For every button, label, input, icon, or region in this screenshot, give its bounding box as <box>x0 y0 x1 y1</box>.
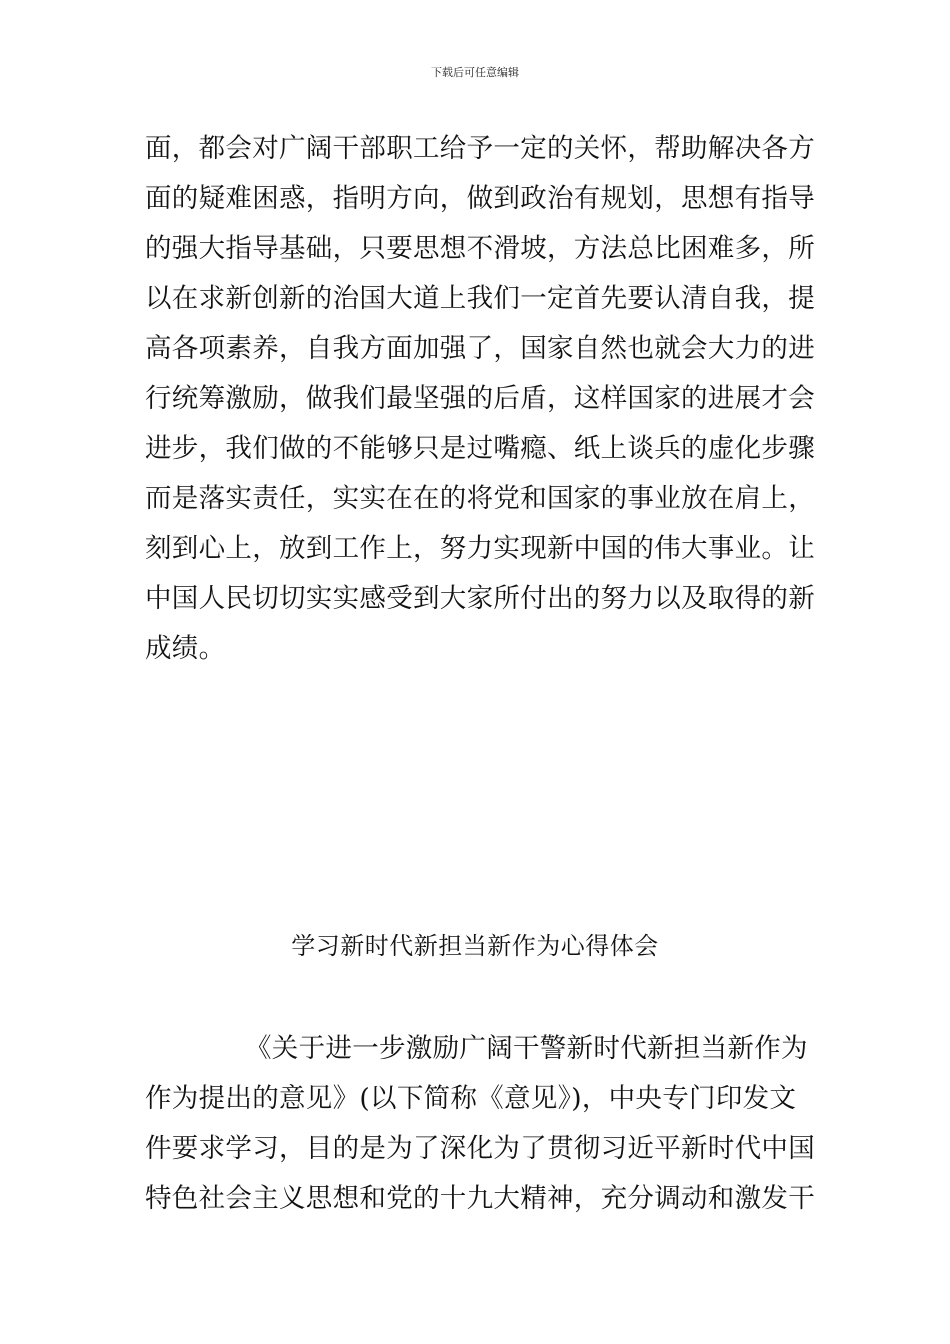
paragraph-line: 进步，我们做的不能够只是过嘴瘾、纸上谈兵的虚化步骤 <box>145 433 815 464</box>
paragraph-line: 以在求新创新的治国大道上我们一定首先要认清自我，提 <box>145 283 815 314</box>
paragraph-line: 中国人民切切实实感受到大家所付出的努力以及取得的新 <box>145 583 815 614</box>
paragraph-line: 行统筹激励，做我们最坚强的后盾，这样国家的进展才会 <box>145 383 815 414</box>
paragraph-line: 而是落实责任，实实在在的将党和国家的事业放在肩上， <box>145 483 815 514</box>
paragraph-line: 特色社会主义思想和党的十九大精神，充分调动和激发干 <box>145 1183 815 1214</box>
paragraph-line: 成绩。 <box>145 633 226 664</box>
paragraph-line: 高各项素养，自我方面加强了，国家自然也就会大力的进 <box>145 333 815 364</box>
section-title: 学习新时代新担当新作为心得体会 <box>291 932 659 960</box>
paragraph-line: 面的疑难困惑，指明方向，做到政治有规划，思想有指导 <box>145 183 815 214</box>
paragraph-line: 《关于进一步激励广阔干警新时代新担当新作为 <box>245 1033 808 1064</box>
paragraph-line: 刻到心上，放到工作上，努力实现新中国的伟大事业。让 <box>145 533 815 564</box>
paragraph-line: 的强大指导基础，只要思想不滑坡，方法总比困难多，所 <box>145 233 815 264</box>
paragraph-line: 件要求学习，目的是为了深化为了贯彻习近平新时代中国 <box>145 1133 815 1164</box>
paragraph-line: 作为提出的意见》(以下简称《意见》)，中央专门印发文 <box>145 1083 797 1114</box>
paragraph-line: 面，都会对广阔干部职工给予一定的关怀，帮助解决各方 <box>145 133 815 164</box>
page-header: 下载后可任意编辑 <box>431 66 519 79</box>
